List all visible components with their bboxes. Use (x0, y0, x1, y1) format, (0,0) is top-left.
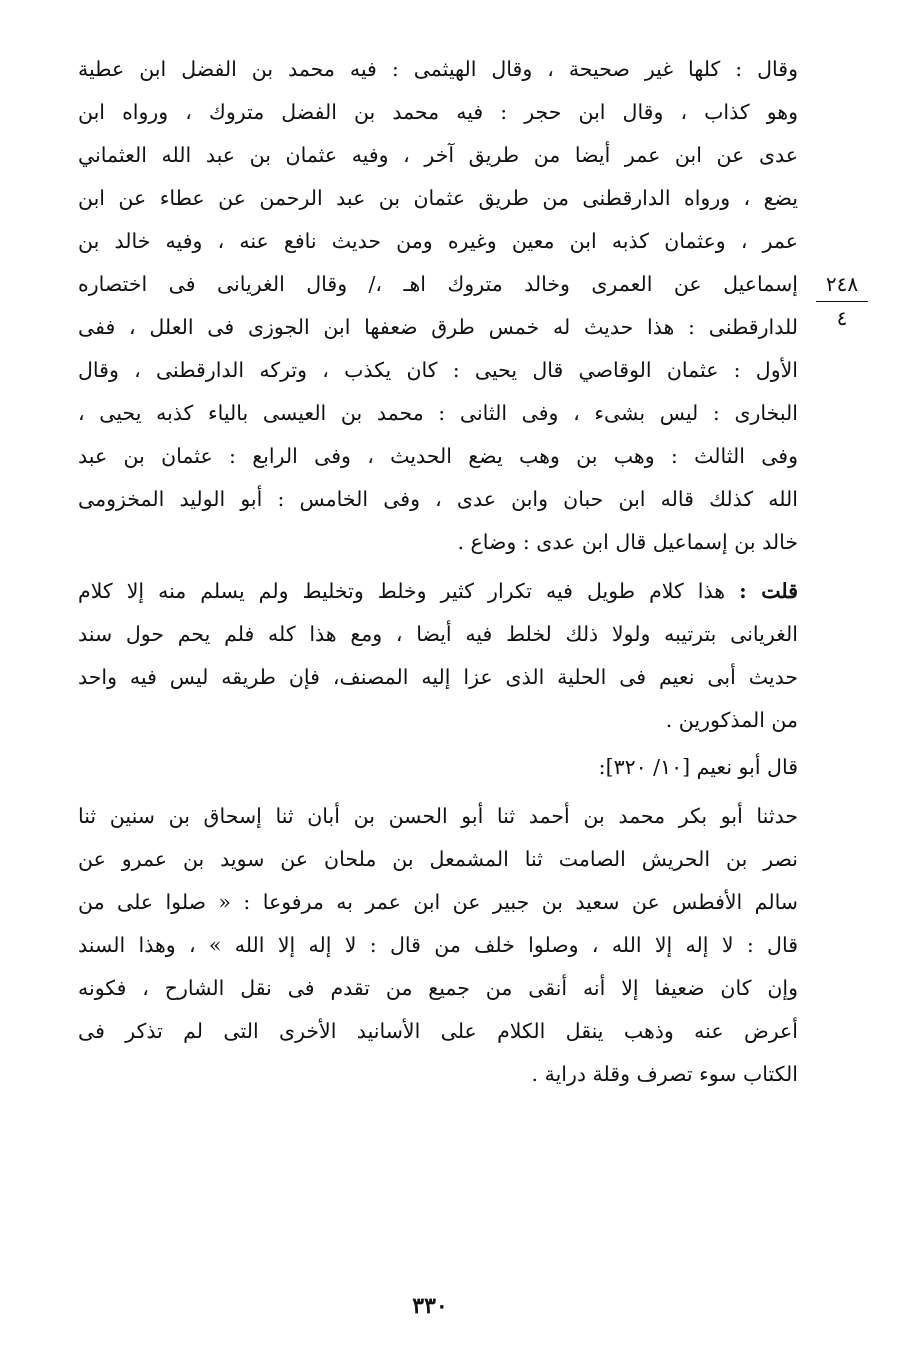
main-text (78, 48, 798, 1096)
text-line: سالم الأفطس عن سعيد بن جبير عن ابن عمر به مرفوعا : « صلوا على من (78, 890, 798, 914)
margin-reference-top: ٢٤٨ (825, 272, 859, 296)
paragraph-hadith (78, 795, 798, 1096)
text-line: الغريانى بترتيبه ولولا ذلك لخلط فيه أيضا ، ومع هذا كله فلم يحم حول سند (78, 622, 798, 646)
text-line: حدثنا أبو بكر محمد بن أحمد ثنا أبو الحسن بن أبان ثنا إسحاق بن سنين ثنا (78, 804, 798, 828)
citation-heading: قال أبو نعيم [١٠/ ٣٢٠]: (598, 755, 798, 779)
margin-reference-bottom: ٤ (836, 306, 848, 330)
text-line: وإن كان ضعيفا إلا أنه أنقى من جميع من تقدم فى نقل الشارح ، فكونه (78, 976, 798, 1000)
text-run: هذا كلام طويل فيه تكرار كثير وخلط وتخليط ولم يسلم منه إلا كلام (78, 579, 740, 603)
text-line: أعرض عنه وذهب ينقل الكلام على الأسانيد الأخرى التى لم تذكر فى (78, 1019, 798, 1043)
text-line: عمر ، وعثمان كذبه ابن معين وغيره ومن حديث نافع عنه ، وفيه خالد بن (78, 229, 798, 253)
text-line: نصر بن الحريش الصامت ثنا المشمعل بن ملحان عن سويد بن عمرو عن (78, 847, 798, 871)
paragraph-citation-heading (78, 746, 798, 789)
text-line (78, 570, 798, 613)
text-line: عدى عن ابن عمر أيضا من طريق آخر ، وفيه عثمان بن عبد الله العثماني (78, 143, 798, 167)
text-line: البخارى : ليس بشىء ، وفى الثانى : محمد بن العيسى بالياء كذبه يحيى ، (78, 401, 798, 425)
text-line: الأول : عثمان الوقاصي قال يحيى : كان يكذب ، وتركه الدارقطنى ، وقال (78, 358, 798, 382)
text-line: خالد بن إسماعيل قال ابن عدى : وضاع . (457, 530, 798, 554)
text-line: وقال : كلها غير صحيحة ، وقال الهيثمى : فيه محمد بن الفضل ابن عطية (78, 57, 798, 81)
text-line: وفى الثالث : وهب بن وهب يضع الحديث ، وفى الرابع : عثمان بن عبد (78, 444, 798, 468)
text-line: الكتاب سوء تصرف وقلة دراية . (531, 1062, 798, 1086)
text-line: من المذكورين . (665, 708, 798, 732)
text-line: يضع ، ورواه الدارقطنى من طريق عثمان بن عبد الرحمن عن عطاء عن ابن (78, 186, 798, 210)
paragraph-qultu (78, 570, 798, 742)
margin-reference-rule (816, 301, 868, 302)
text-line: حديث أبى نعيم فى الحلية الذى عزا إليه المصنف، فإن طريقه ليس فيه واحد (78, 665, 798, 689)
qultu-lead: قلت : (739, 579, 798, 603)
text-line: وهو كذاب ، وقال ابن حجر : فيه محمد بن الفضل متروك ، ورواه ابن (78, 100, 798, 124)
page-number: ٣٣٠ (412, 1293, 448, 1319)
text-line: للدارقطنى : هذا حديث له خمس طرق ضعفها ابن الجوزى فى العلل ، ففى (78, 315, 798, 339)
text-line: قال : لا إله إلا الله ، وصلوا خلف من قال : لا إله إلا الله » ، وهذا السند (78, 933, 798, 957)
text-line: الله كذلك قاله ابن حبان وابن عدى ، وفى الخامس : أبو الوليد المخزومى (78, 487, 798, 511)
margin-reference (812, 270, 872, 332)
paragraph-commentary (78, 48, 798, 564)
text-line: إسماعيل عن العمرى وخالد متروك اهـ ،/ وقال الغريانى فى اختصاره (78, 272, 798, 296)
